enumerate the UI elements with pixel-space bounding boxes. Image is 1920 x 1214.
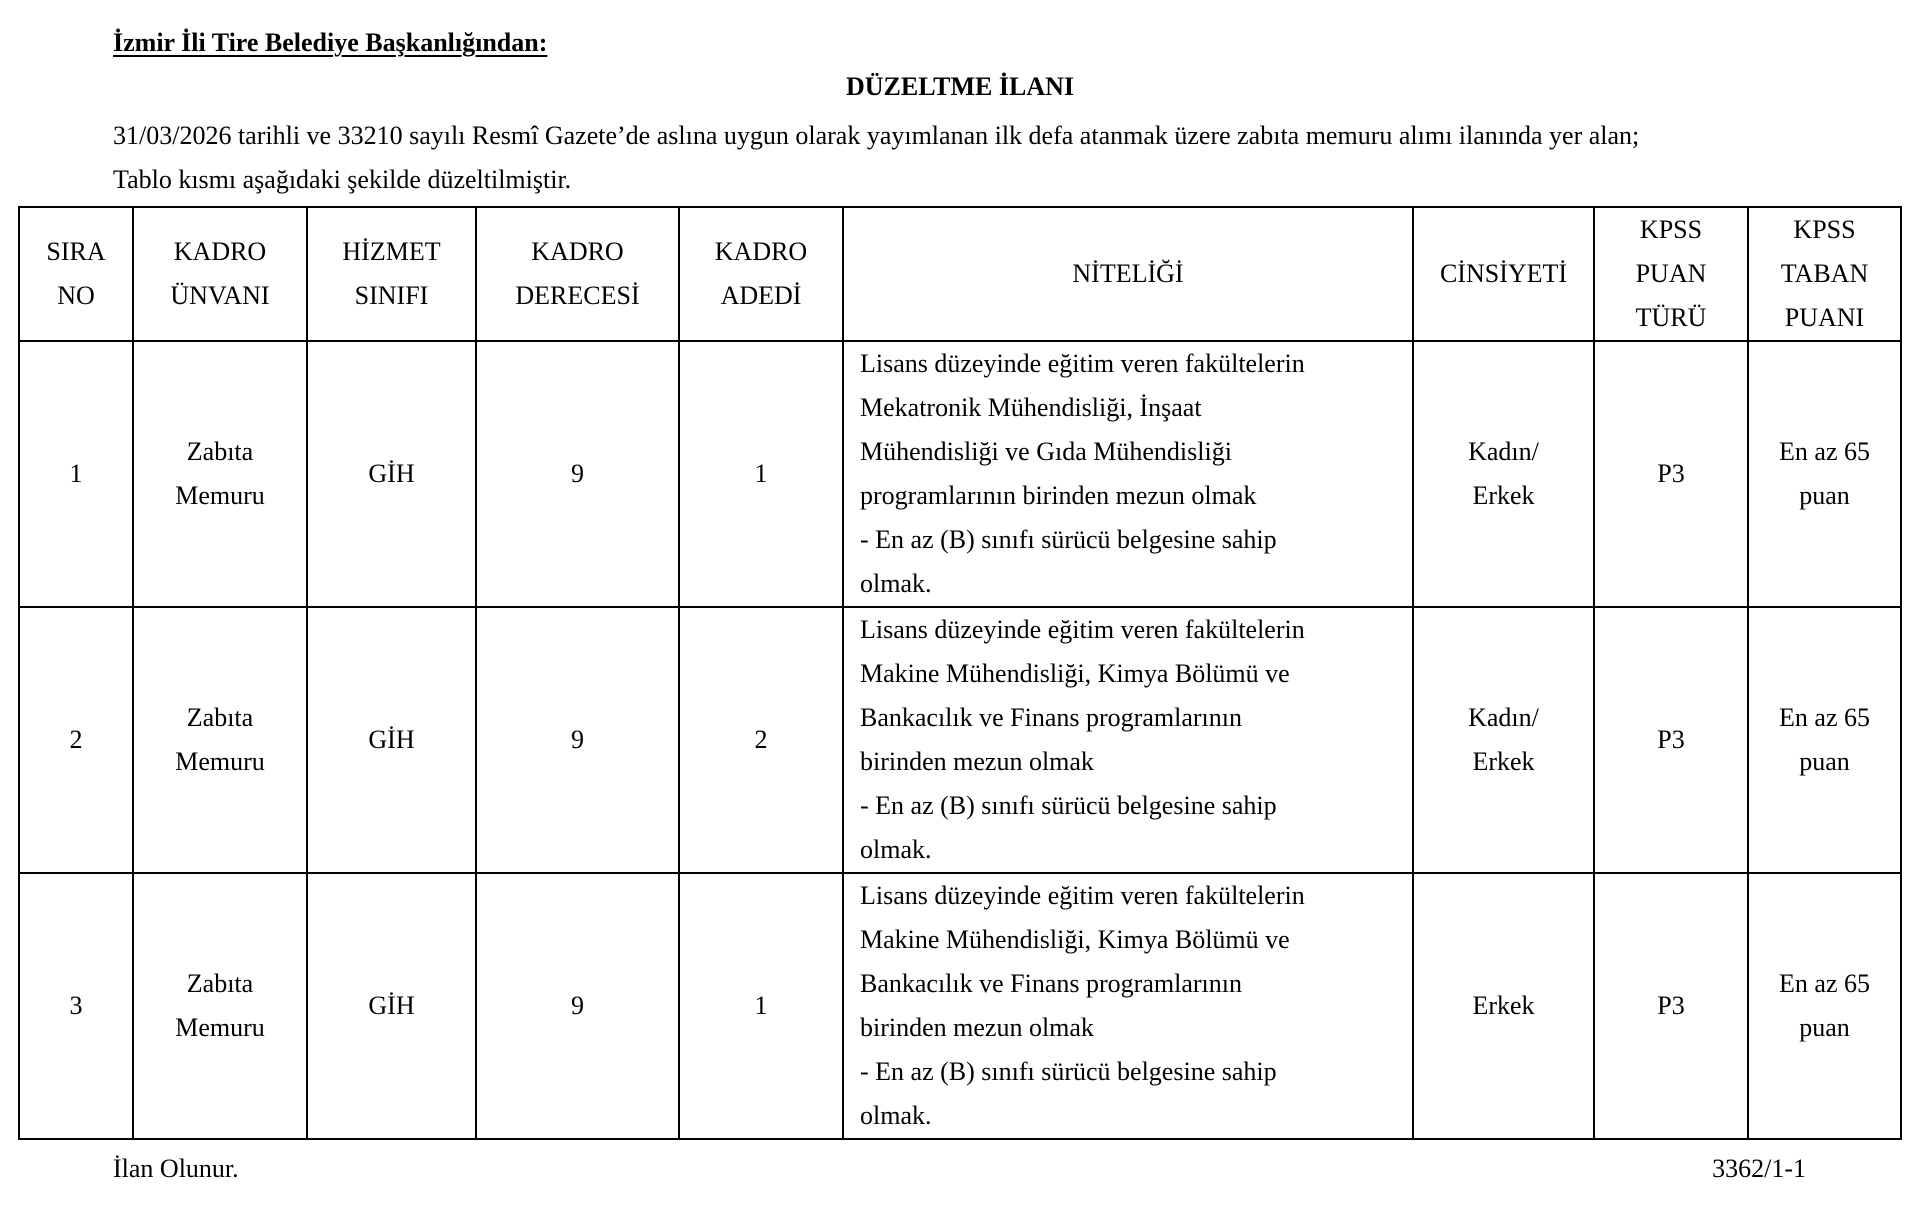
- cell-sira-no: 2: [19, 607, 133, 873]
- header-line: TABAN: [1780, 259, 1869, 288]
- header-line: PUANI: [1784, 303, 1865, 332]
- cell-kpss-taban-puani: [1748, 341, 1901, 607]
- header-line: CİNSİYETİ: [1439, 259, 1568, 288]
- cell-kpss-puan-turu: P3: [1594, 873, 1748, 1139]
- cell-niteligi: [843, 341, 1413, 607]
- cell-hizmet-sinifi: GİH: [307, 341, 476, 607]
- cell-kadro-adedi: 1: [679, 873, 843, 1139]
- intro-line: 31/03/2026 tarihli ve 33210 sayılı Resmî Gazete’de aslına uygun olarak yayımlanan ilk defa atanmak üzere zabıta memuru alımı ilanında yer alan;: [113, 121, 1640, 150]
- cell-line: programlarının birinden mezun olmak: [860, 481, 1257, 510]
- header-line: SIRA: [46, 237, 106, 266]
- cell-sira-no: 3: [19, 873, 133, 1139]
- cell-line: puan: [1799, 747, 1850, 776]
- header-niteligi: [843, 207, 1413, 341]
- cell-line: birinden mezun olmak: [860, 747, 1094, 776]
- cell-kadro-derecesi: 9: [476, 873, 679, 1139]
- table-row: [19, 607, 1901, 873]
- cell-line: Lisans düzeyinde eğitim veren fakültelerin: [860, 615, 1305, 644]
- cell-kadro-derecesi: 9: [476, 607, 679, 873]
- cell-line: Erkek: [1472, 991, 1535, 1020]
- table-row: [19, 873, 1901, 1139]
- cell-line: Bankacılık ve Finans programlarının: [860, 969, 1242, 998]
- cell-line: Lisans düzeyinde eğitim veren fakültelerin: [860, 349, 1305, 378]
- cell-line: birinden mezun olmak: [860, 1013, 1094, 1042]
- cell-hizmet-sinifi: GİH: [307, 873, 476, 1139]
- cell-niteligi: [843, 873, 1413, 1139]
- cell-line: Bankacılık ve Finans programlarının: [860, 703, 1242, 732]
- table-row: [19, 341, 1901, 607]
- cell-line: Memuru: [175, 747, 265, 776]
- cell-kadro-unvani: [133, 607, 307, 873]
- cell-line: Erkek: [1472, 747, 1535, 776]
- header-kadro-unvani: [133, 207, 307, 341]
- header-line: ADEDİ: [720, 281, 802, 310]
- header-kpss-puan-turu: [1594, 207, 1748, 341]
- header-hizmet-sinifi: [307, 207, 476, 341]
- cell-cinsiyeti: [1413, 341, 1594, 607]
- cell-sira-no: 1: [19, 341, 133, 607]
- reference-number: 3362/1-1: [1712, 1154, 1806, 1183]
- cell-kpss-taban-puani: [1748, 607, 1901, 873]
- cell-line: Memuru: [175, 1013, 265, 1042]
- cell-line: Lisans düzeyinde eğitim veren fakültelerin: [860, 881, 1305, 910]
- header-kpss-taban-puani: [1748, 207, 1901, 341]
- cell-line: - En az (B) sınıfı sürücü belgesine sahip: [860, 1057, 1277, 1086]
- cell-line: puan: [1799, 481, 1850, 510]
- cell-kadro-unvani: [133, 873, 307, 1139]
- cell-kpss-puan-turu: P3: [1594, 607, 1748, 873]
- cell-line: Mühendisliği ve Gıda Mühendisliği: [860, 437, 1232, 466]
- cell-line: olmak.: [860, 835, 932, 864]
- cell-line: puan: [1799, 1013, 1850, 1042]
- header-sira-no: [19, 207, 133, 341]
- cell-line: Zabıta: [186, 703, 254, 732]
- header-line: HİZMET: [342, 237, 441, 266]
- header-cinsiyeti: [1413, 207, 1594, 341]
- cell-line: Kadın/: [1468, 703, 1539, 732]
- cell-kadro-derecesi: 9: [476, 341, 679, 607]
- cell-line: Mekatronik Mühendisliği, İnşaat: [860, 393, 1202, 422]
- positions-table: [18, 206, 1902, 1140]
- header-line: KADRO: [173, 237, 267, 266]
- header-line: KPSS: [1793, 215, 1856, 244]
- header-kadro-adedi: [679, 207, 843, 341]
- intro-line: Tablo kısmı aşağıdaki şekilde düzeltilmiştir.: [113, 165, 572, 194]
- header-line: PUAN: [1635, 259, 1707, 288]
- header-kadro-derecesi: [476, 207, 679, 341]
- cell-line: olmak.: [860, 1101, 932, 1130]
- cell-kpss-puan-turu: P3: [1594, 341, 1748, 607]
- header-line: DERECESİ: [515, 281, 640, 310]
- header-line: NO: [57, 281, 95, 310]
- table-header-row: [19, 207, 1901, 341]
- cell-line: En az 65: [1779, 969, 1870, 998]
- cell-line: Zabıta: [186, 437, 254, 466]
- cell-line: En az 65: [1779, 703, 1870, 732]
- header-line: KPSS: [1639, 215, 1703, 244]
- cell-line: Kadın/: [1468, 437, 1539, 466]
- header-line: KADRO: [531, 237, 624, 266]
- intro-paragraph: [113, 114, 1893, 202]
- issuer-heading: İzmir İli Tire Belediye Başkanlığından:: [113, 28, 548, 57]
- cell-cinsiyeti: [1413, 873, 1594, 1139]
- table-body: [19, 341, 1901, 1139]
- cell-line: - En az (B) sınıfı sürücü belgesine sahip: [860, 791, 1277, 820]
- cell-line: olmak.: [860, 569, 932, 598]
- cell-line: Erkek: [1472, 481, 1535, 510]
- cell-kadro-unvani: [133, 341, 307, 607]
- header-line: KADRO: [714, 237, 808, 266]
- closing-text: İlan Olunur.: [113, 1154, 239, 1183]
- cell-line: Zabıta: [186, 969, 254, 998]
- cell-kadro-adedi: 1: [679, 341, 843, 607]
- header-line: SINIFI: [354, 281, 429, 310]
- cell-kadro-adedi: 2: [679, 607, 843, 873]
- cell-hizmet-sinifi: GİH: [307, 607, 476, 873]
- cell-kpss-taban-puani: [1748, 873, 1901, 1139]
- cell-niteligi: [843, 607, 1413, 873]
- cell-line: Makine Mühendisliği, Kimya Bölümü ve: [860, 925, 1290, 954]
- cell-line: Memuru: [175, 481, 265, 510]
- cell-line: - En az (B) sınıfı sürücü belgesine sahip: [860, 525, 1277, 554]
- cell-line: En az 65: [1779, 437, 1870, 466]
- cell-cinsiyeti: [1413, 607, 1594, 873]
- header-line: ÜNVANI: [170, 281, 270, 310]
- document-title: DÜZELTME İLANI: [845, 72, 1075, 101]
- header-line: NİTELİĞİ: [1072, 259, 1184, 288]
- cell-line: Makine Mühendisliği, Kimya Bölümü ve: [860, 659, 1290, 688]
- header-line: TÜRÜ: [1635, 303, 1707, 332]
